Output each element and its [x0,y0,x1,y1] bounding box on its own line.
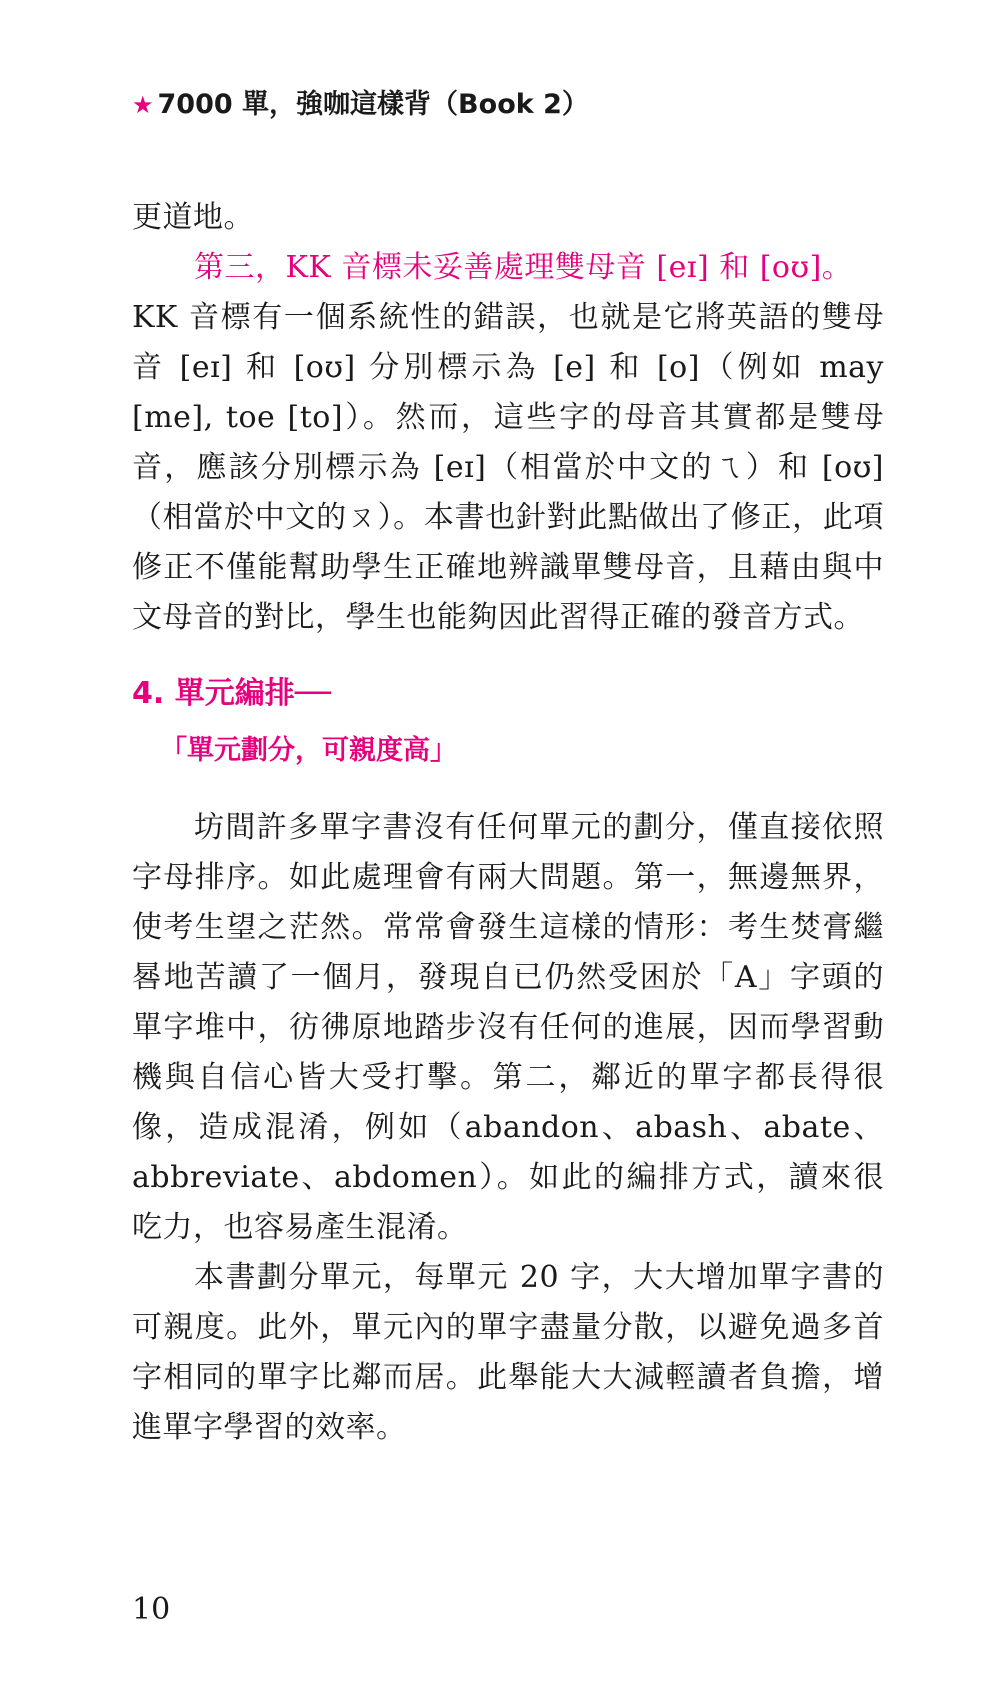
paragraph-highlight: 第三，KK 音標未妥善處理雙母音 [eɪ] 和 [oʊ]。 [194,250,853,285]
running-header [132,82,589,121]
section-subtitle: 「單元劃分，可親度高」 [160,735,457,766]
book-title: 7000 單，強咖這樣背（Book 2） [157,89,589,120]
paragraph-kk-explanation: KK 音標有一個系統性的錯誤，也就是它將英語的雙母音 [eɪ] 和 [oʊ] 分別標示為 [e] 和 [o]（例如 may [me], toe [to]）。然而，這些字的母音其實都是雙母音，應該分別標示為 [eɪ]（相當於中文的ㄟ）和 [oʊ]（相當於中文的ㄡ）。本書也針對此點做出了修正，此項修正不僅能幫助學生正確地辨識單雙母音，且藉由與中文母音的對比，學生也能夠因此習得正確的發音方式。 [132,300,884,635]
section-title: 4. 單元編排── [132,676,331,711]
paragraph-unit-problems: 坊間許多單字書沒有任何單元的劃分，僅直接依照字母排序。如此處理會有兩大問題。第一，無邊無界，使考生望之茫然。常常會發生這樣的情形：考生焚膏繼晷地苦讀了一個月，發現自已仍然受困於「A」字頭的單字堆中，彷彿原地踏步沒有任何的進展，因而學習動機與自信心皆大受打擊。第二，鄰近的單字都長得很像，造成混淆，例如（abandon、abash、abate、abbreviate、abdomen）。如此的編排方式，讀來很吃力，也容易產生混淆。 [132,810,884,1245]
star-icon: ★ [132,91,154,119]
page-number: 10 [132,1592,171,1627]
page-body [132,193,884,1453]
spacer [132,773,884,803]
paragraph-continuation: 更道地。 [132,200,254,235]
paragraph-unit-solution: 本書劃分單元，每單元 20 字，大大增加單字書的可親度。此外，單元內的單字盡量分散，以避免過多首字相同的單字比鄰而居。此舉能大大減輕讀者負擔，增進單字學習的效率。 [132,1260,884,1445]
